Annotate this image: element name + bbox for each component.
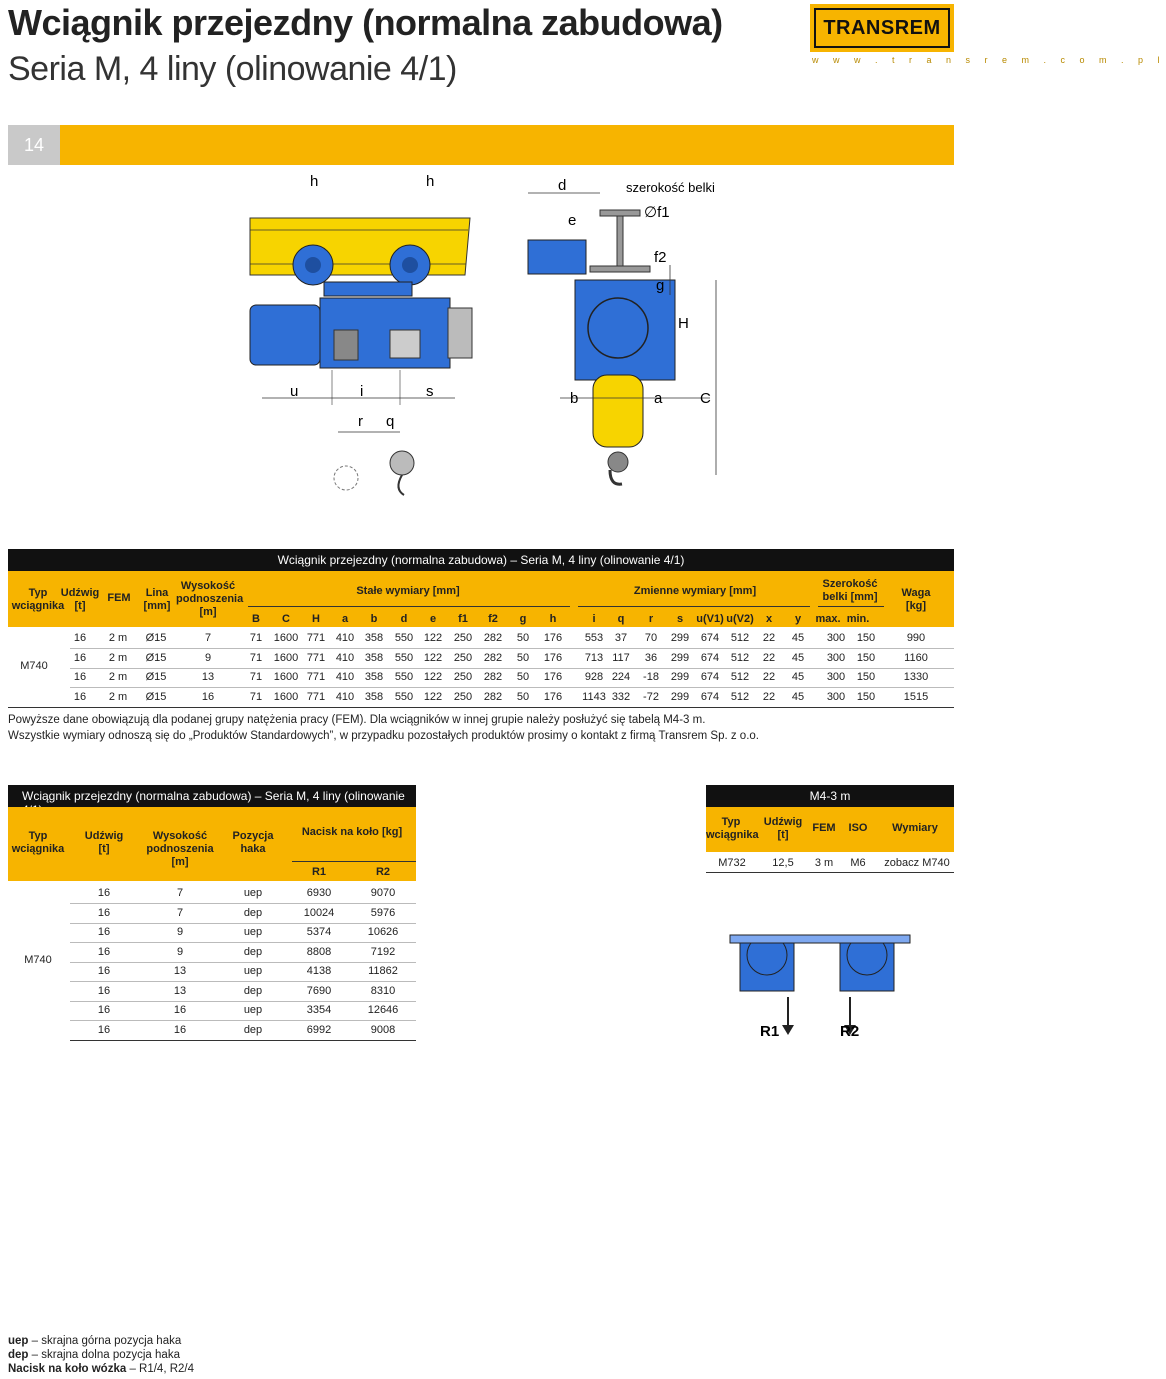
table1-cell: Ø15 [145, 651, 167, 664]
table1-cell: 50 [516, 651, 530, 664]
t2-th-nacisk: Nacisk na koło [kg] [301, 826, 403, 838]
table2-cell: 8808 [306, 945, 332, 958]
table1-cell: 45 [791, 651, 805, 664]
table2-cell: 13 [173, 965, 187, 977]
table1-cell: 300 [826, 671, 846, 683]
table1-cell: 771 [306, 632, 326, 644]
table2-cell: 10024 [303, 906, 335, 919]
t2-th-typ: Typ wciągnika [11, 830, 65, 855]
table2-title: Wciągnik przejezdny (normalna zabudowa) – Seria M, 4 liny (olinowanie [22, 789, 405, 803]
dim-label-f2: f2 [654, 249, 667, 266]
table1-cell: 1600 [273, 651, 299, 664]
table1-subheader: u(V2) [726, 613, 754, 625]
t3-th-typ: Typ wciągnika [706, 816, 759, 841]
zmienne-underline [578, 606, 810, 607]
table2-cell: 11862 [368, 965, 398, 977]
table1-cell: 150 [856, 671, 876, 683]
t3-row-divider [706, 872, 954, 873]
wheel-load-diagram [730, 925, 910, 1050]
table2-title-bar [8, 785, 416, 807]
table2-cell: dep [243, 984, 263, 997]
table1-cell: 176 [543, 671, 563, 683]
table1-row-divider [70, 668, 954, 669]
table1-cell: 1600 [273, 671, 299, 683]
table1-cell: 358 [364, 690, 384, 703]
table2-row-divider [70, 1001, 416, 1002]
table1-cell: 358 [364, 632, 384, 644]
table1-cell: 771 [306, 651, 326, 664]
table1-cell: Ø15 [145, 671, 167, 683]
table1-cell: 512 [730, 671, 750, 683]
table1-cell: 512 [730, 632, 750, 644]
dim-label-a: a [654, 390, 663, 407]
table1-cell: 250 [453, 651, 473, 664]
legend-nacisk [8, 1363, 194, 1375]
table2-cell: 5976 [370, 906, 396, 919]
table1-cell: 410 [335, 651, 355, 664]
t3-th-wymiary: Wymiary [892, 822, 938, 834]
table1-cell: 299 [670, 651, 690, 664]
table1-cell: 50 [516, 671, 530, 683]
load-label-r1: R1 [760, 1023, 780, 1040]
table1-cell: 674 [700, 671, 720, 683]
dim-label-b: b [570, 390, 579, 407]
t2-th-udzwig: Udźwig [t] [84, 830, 124, 855]
table1-cell: 300 [826, 690, 846, 703]
table1-row-divider [8, 707, 954, 708]
table2-cell: dep [243, 1023, 263, 1036]
table2-cell: 16 [173, 1004, 187, 1016]
table2-cell: 9 [176, 926, 184, 938]
table3-title-bar [706, 785, 954, 807]
table1-cell: 299 [670, 690, 690, 703]
szerokosc-underline [818, 606, 884, 607]
legend-uep [8, 1335, 181, 1347]
table1-cell: 550 [394, 671, 414, 683]
table1-type-cell: M740 [20, 660, 48, 672]
table1-cell: 50 [516, 690, 530, 703]
section-band [8, 125, 954, 165]
table2-cell: uep [243, 926, 263, 938]
table1-cell: 299 [670, 671, 690, 683]
t2-th-r1: R1 [311, 866, 327, 878]
table1-cell: 37 [614, 632, 628, 644]
nacisk-underline [292, 861, 416, 862]
t3-th-iso: ISO [848, 822, 868, 834]
table1-cell: 2 m [108, 651, 128, 664]
table1-cell: 7 [204, 632, 212, 644]
dim-label-i: i [360, 383, 364, 400]
table1-cell: 1160 [904, 651, 928, 664]
table2-row-divider [70, 1020, 416, 1021]
table2-type-cell: M740 [24, 954, 52, 966]
table1-cell: 122 [423, 651, 443, 664]
th-szerokosc: Szerokość belki [mm] [822, 578, 878, 603]
table1-title-bar [8, 549, 954, 571]
table1-subheader: d [400, 613, 408, 625]
table1-cell: 16 [201, 690, 215, 703]
table2-cell: 16 [97, 965, 111, 977]
table1-subheader: min. [846, 613, 870, 625]
table1-subheader: B [252, 613, 260, 625]
dim-label-beam-width: szerokość belki [626, 180, 715, 195]
dim-label-h2: h [426, 173, 435, 190]
legend-dep [8, 1349, 180, 1361]
table1-cell: 22 [762, 651, 776, 664]
table1-cell: 176 [543, 690, 563, 703]
table1-cell: 282 [483, 690, 503, 703]
table1-cell: 358 [364, 651, 384, 664]
table1-subheader: h [549, 613, 557, 625]
table2-cell: 9070 [370, 887, 396, 899]
table1-cell: 16 [73, 632, 87, 644]
table1-subheader: r [648, 613, 654, 625]
table2-cell: 4138 [306, 965, 332, 977]
dim-label-H: H [678, 315, 689, 332]
table2-cell: 16 [97, 926, 111, 938]
table1-cell: 771 [306, 690, 326, 703]
table2-cell: 7 [176, 887, 184, 899]
table1-cell: 150 [856, 632, 876, 644]
table1-subheader: C [282, 613, 290, 625]
company-logo [810, 4, 954, 52]
table1-cell: 2 m [108, 671, 128, 683]
table1-cell: 16 [73, 651, 87, 664]
dim-label-h1: h [310, 173, 319, 190]
table2-cell: 7690 [306, 984, 332, 997]
table2-cell: 9 [176, 945, 184, 958]
dim-label-g: g [656, 277, 665, 294]
table2-cell: 5374 [306, 926, 332, 938]
table1-cell: 150 [856, 651, 876, 664]
dim-label-C: C [700, 390, 711, 407]
table2-row-divider [70, 1040, 416, 1041]
table2-row-divider [70, 962, 416, 963]
t3-cell-iso: M6 [850, 857, 866, 869]
table1-cell: 332 [611, 690, 631, 703]
table1-subheader: i [592, 613, 596, 625]
hoist-diagram [250, 170, 770, 510]
t2-th-r2: R2 [375, 866, 391, 878]
table1-cell: 71 [249, 651, 263, 664]
legend-dep-term: dep [8, 1349, 29, 1361]
t3-th-fem: FEM [812, 822, 836, 834]
page-title: Wciągnik przejezdny (normalna zabudowa) [8, 2, 723, 43]
t2-th-pozycja: Pozycja haka [232, 830, 274, 855]
t3-cell-wymiary: zobacz M740 [884, 857, 950, 869]
table1-cell: 410 [335, 671, 355, 683]
table1-subheader: u(V1) [696, 613, 724, 625]
table1-cell: 250 [453, 632, 473, 644]
table1-cell: 550 [394, 651, 414, 664]
dim-label-r: r [358, 413, 363, 430]
table1-cell: 22 [762, 671, 776, 683]
table1-cell: 550 [394, 632, 414, 644]
table1-cell: 224 [611, 671, 631, 683]
table1-cell: 1143 [582, 690, 606, 703]
table1-cell: 410 [335, 632, 355, 644]
table1-cell: 250 [453, 690, 473, 703]
table1-cell: 16 [73, 690, 87, 703]
t3-cell-fem: 3 m [814, 857, 834, 869]
table1-cell: 70 [644, 632, 658, 644]
table2-row-divider [70, 981, 416, 982]
table2-cell: uep [243, 965, 263, 977]
table1-cell: 674 [700, 632, 720, 644]
table1-cell: 71 [249, 690, 263, 703]
table2-cell: 9008 [370, 1023, 396, 1036]
table1-cell: 45 [791, 632, 805, 644]
table2-row-divider [70, 903, 416, 904]
legend-dep-text: – skrajna dolna pozycja haka [28, 1349, 180, 1361]
table1-subheader: x [765, 613, 773, 625]
table1-subheader: a [341, 613, 349, 625]
legend-uep-text: – skrajna górna pozycja haka [28, 1335, 182, 1347]
t3-cell-udzwig: 12,5 [772, 857, 794, 869]
table1-cell: 300 [826, 632, 846, 644]
table1-cell: 13 [201, 671, 215, 683]
table1-cell: 512 [730, 651, 750, 664]
dim-label-s: s [426, 383, 434, 400]
table2-cell: 7 [176, 906, 184, 919]
table1-note-2: Wszystkie wymiary odnoszą się do „Produktów Standardowych”, w przypadku pozostałych produktów prosimy o kontakt z firmą Transrem Sp. z o.o. [8, 730, 759, 742]
table1-title: Wciągnik przejezdny (normalna zabudowa) – Seria M, 4 liny (olinowanie 4/1) [277, 553, 685, 567]
table1-subheader: H [312, 613, 320, 625]
table2-cell: dep [243, 906, 263, 919]
table2-cell: 6930 [306, 887, 332, 899]
table1-cell: 2 m [108, 632, 128, 644]
table1-cell: 150 [856, 690, 876, 703]
table2-cell: 16 [173, 1023, 187, 1036]
table1-cell: 1515 [903, 690, 929, 703]
table1-cell: -72 [643, 690, 659, 703]
table1-row-divider [70, 648, 954, 649]
logo-url: w w w . t r a n s r e m . c o m . p l [812, 55, 1166, 65]
dim-label-f1: ∅f1 [644, 204, 670, 221]
table1-cell: 282 [483, 651, 503, 664]
table1-cell: 358 [364, 671, 384, 683]
dim-label-e: e [568, 212, 577, 229]
table1-cell: 282 [483, 632, 503, 644]
table2-cell: uep [243, 1004, 263, 1016]
logo-text: TRANSREM [823, 16, 941, 39]
table1-row-divider [70, 687, 954, 688]
table1-cell: 299 [670, 632, 690, 644]
page-subtitle: Seria M, 4 liny (olinowanie 4/1) [8, 50, 457, 88]
table1-subheader: s [676, 613, 684, 625]
th-zmienne: Zmienne wymiary [mm] [633, 585, 757, 597]
th-lina: Lina [mm] [143, 587, 171, 612]
table2-cell: 16 [97, 945, 111, 958]
legend-nacisk-text: – R1/4, R2/4 [126, 1363, 195, 1375]
table1-subheader: g [519, 613, 527, 625]
table1-subheader: q [617, 613, 625, 625]
table2-row-divider [70, 923, 416, 924]
table1-cell: 176 [543, 651, 563, 664]
table1-cell: 22 [762, 632, 776, 644]
table1-cell: 9 [204, 651, 212, 664]
table1-cell: 122 [423, 690, 443, 703]
table1-note-1: Powyższe dane obowiązują dla podanej grupy natężenia pracy (FEM). Dla wciągników w innej grupie należy posłużyć się tabelą M4-3 m. [8, 714, 706, 726]
table1-cell: 300 [826, 651, 846, 664]
t2-th-wysokosc: Wysokość podnoszenia [m] [146, 830, 214, 868]
th-typ: Typ wciągnika [11, 587, 65, 612]
table1-subheader: y [794, 613, 802, 625]
table2-cell: uep [243, 887, 263, 899]
table2-cell: 16 [97, 1004, 111, 1016]
th-wysokosc: Wysokość podnoszenia [m] [176, 580, 244, 618]
table1-subheader: e [429, 613, 437, 625]
th-waga: Waga [kg] [901, 587, 931, 612]
table1-cell: Ø15 [145, 690, 167, 703]
table1-cell: 2 m [108, 690, 128, 703]
table1-cell: 674 [700, 690, 720, 703]
table2-cell: 16 [97, 906, 111, 919]
dim-label-d: d [558, 177, 567, 194]
table1-cell: 45 [791, 671, 805, 683]
table1-cell: -18 [643, 671, 659, 683]
table1-cell: 36 [644, 651, 658, 664]
table1-cell: Ø15 [145, 632, 167, 644]
table1-cell: 512 [730, 690, 750, 703]
table1-cell: 176 [543, 632, 563, 644]
table1-cell: 50 [516, 632, 530, 644]
table1-cell: 282 [483, 671, 503, 683]
table3-title: M4-3 m [809, 789, 851, 803]
table1-cell: 71 [249, 632, 263, 644]
table2-cell: 3354 [306, 1004, 332, 1016]
table2-cell: 7192 [370, 945, 396, 958]
table2-cell: 10626 [367, 926, 399, 938]
t3-cell-typ: M732 [718, 857, 746, 869]
load-label-r2: R2 [840, 1023, 860, 1040]
table1-cell: 674 [700, 651, 720, 664]
table1-cell: 713 [584, 651, 604, 664]
table1-cell: 71 [249, 671, 263, 683]
table1-subheader: b [370, 613, 378, 625]
table1-cell: 1330 [903, 671, 929, 683]
table1-cell: 1600 [273, 632, 299, 644]
table1-cell: 122 [423, 632, 443, 644]
table2-cell: 12646 [367, 1004, 399, 1016]
table1-cell: 771 [306, 671, 326, 683]
table1-cell: 250 [453, 671, 473, 683]
table1-subheader: f1 [458, 613, 468, 625]
table2-cell: 16 [97, 887, 111, 899]
th-udzwig: Udźwig [t] [60, 587, 100, 612]
table1-subheader: max. [815, 613, 841, 625]
table1-cell: 16 [73, 671, 87, 683]
stale-underline [248, 606, 570, 607]
table2-cell: 16 [97, 1023, 111, 1036]
table2-row-divider [70, 942, 416, 943]
table1-cell: 550 [394, 690, 414, 703]
table1-cell: 22 [762, 690, 776, 703]
table1-cell: 410 [335, 690, 355, 703]
th-stale: Stałe wymiary [mm] [356, 585, 460, 597]
table2-cell: 8310 [370, 984, 396, 997]
th-fem: FEM [107, 592, 131, 604]
table1-cell: 122 [423, 671, 443, 683]
table1-cell: 117 [612, 651, 630, 664]
page-number: 14 [8, 125, 60, 165]
legend-nacisk-term: Nacisk na koło wózka [8, 1363, 127, 1375]
table1-cell: 928 [584, 671, 604, 683]
table2-cell: 16 [97, 984, 111, 997]
table1-cell: 45 [791, 690, 805, 703]
table2-cell: 13 [173, 984, 187, 997]
table2-cell: 6992 [306, 1023, 332, 1036]
table1-cell: 990 [906, 632, 926, 644]
legend-uep-term: uep [8, 1335, 29, 1347]
t3-th-udzwig: Udźwig [t] [763, 816, 803, 841]
dim-label-q: q [386, 413, 395, 430]
table2-cell: dep [243, 945, 263, 958]
table1-cell: 1600 [273, 690, 299, 703]
dim-label-u: u [290, 383, 299, 400]
table1-cell: 553 [584, 632, 604, 644]
table1-subheader: f2 [488, 613, 498, 625]
